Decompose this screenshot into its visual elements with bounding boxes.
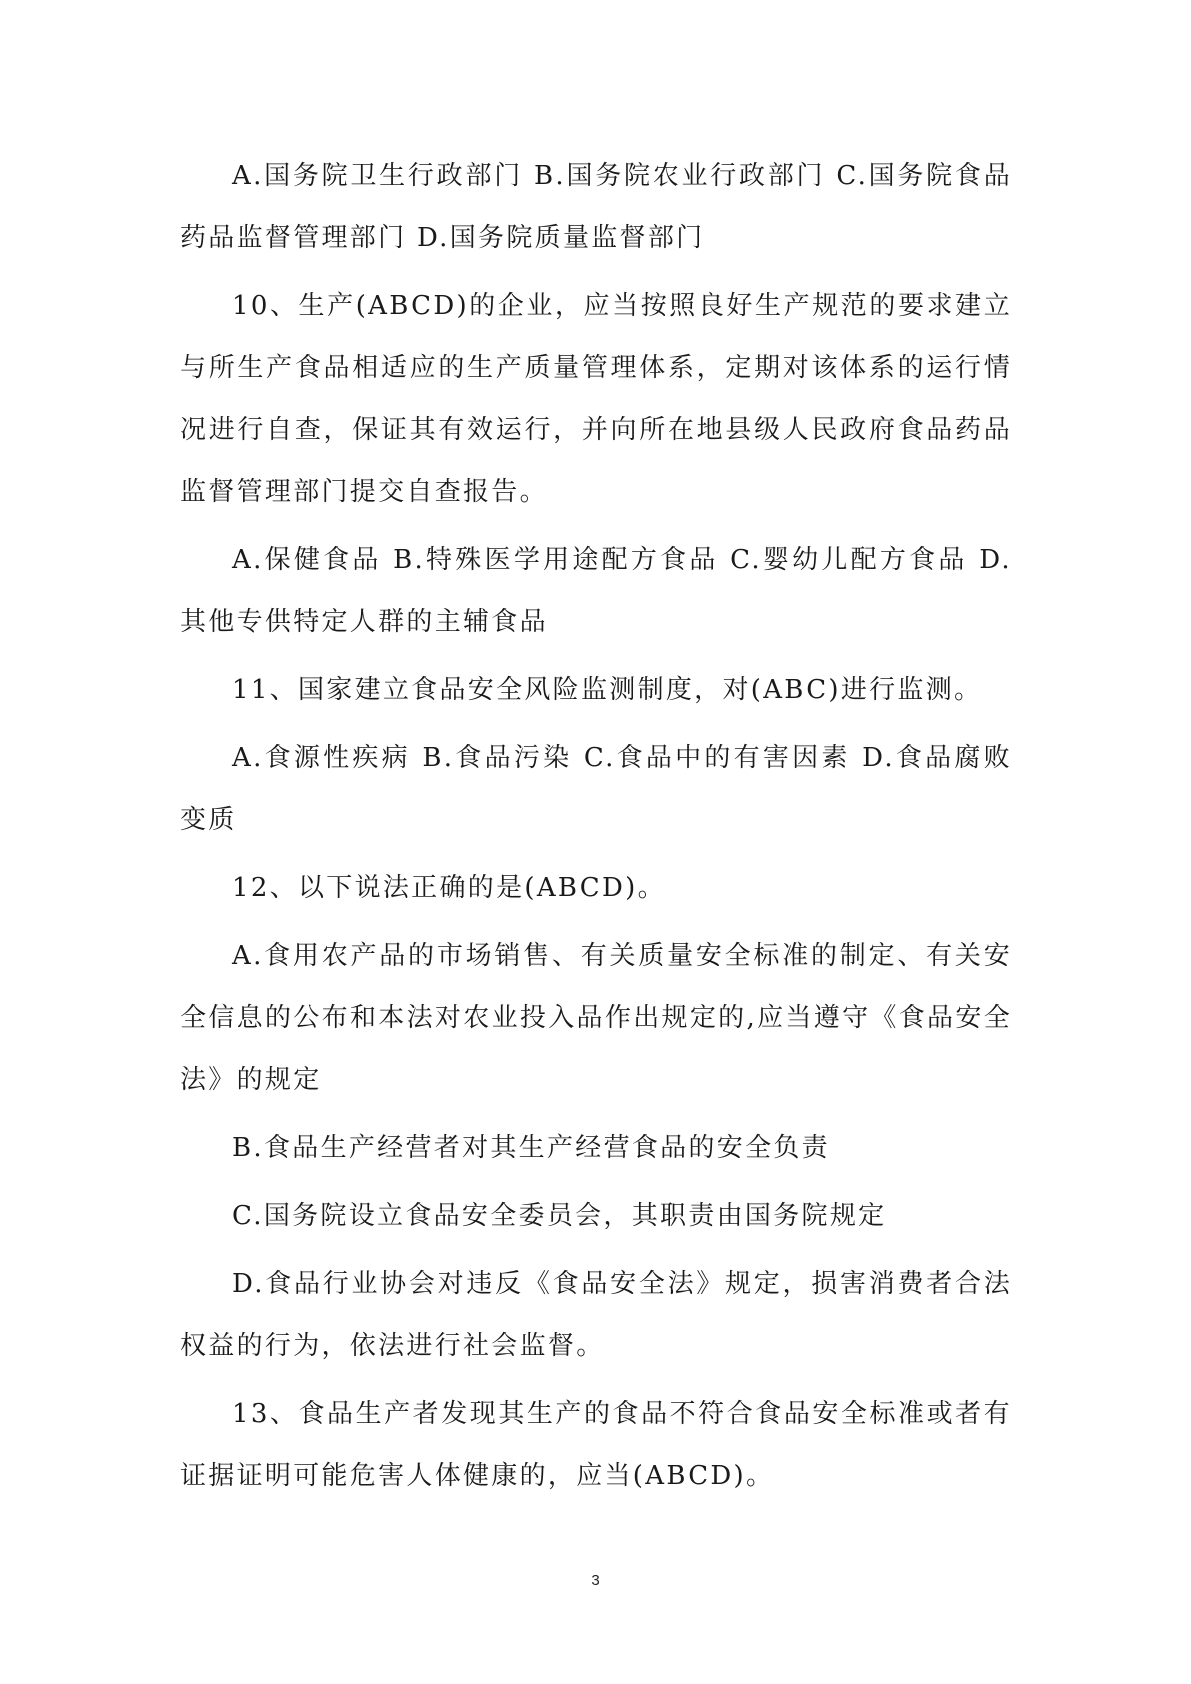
paragraph-question-13: 13、食品生产者发现其生产的食品不符合食品安全标准或者有证据证明可能危害人体健康的，应当(ABCD)。 [180,1399,1012,1491]
paragraph-question-12: 12、以下说法正确的是(ABCD)。 [232,873,666,903]
paragraph-option-12a: A.食用农产品的市场销售、有关质量安全标准的制定、有关安全信息的公布和本法对农业投入品作出规定的,应当遵守《食品安全法》的规定 [180,941,1012,1095]
paragraph-option-12d: D.食品行业协会对违反《食品安全法》规定，损害消费者合法权益的行为，依法进行社会监督。 [180,1269,1012,1361]
document-body [180,145,1012,1513]
paragraph-options-q10: A.保健食品 B.特殊医学用途配方食品 C.婴幼儿配方食品 D.其他专供特定人群的主辅食品 [180,545,1012,637]
paragraph-question-10: 10、生产(ABCD)的企业，应当按照良好生产规范的要求建立与所生产食品相适应的生产质量管理体系，定期对该体系的运行情况进行自查，保证其有效运行，并向所在地县级人民政府食品药品监督管理部门提交自查报告。 [180,291,1012,507]
page-number: 3 [591,1572,600,1589]
paragraph-option-12c: C.国务院设立食品安全委员会，其职责由国务院规定 [232,1201,887,1231]
paragraph-option-12b: B.食品生产经营者对其生产经营食品的安全负责 [232,1133,830,1163]
paragraph-options-q9: A.国务院卫生行政部门 B.国务院农业行政部门 C.国务院食品药品监督管理部门 D.国务院质量监督部门 [180,161,1012,253]
paragraph-options-q11: A.食源性疾病 B.食品污染 C.食品中的有害因素 D.食品腐败变质 [180,743,1012,835]
paragraph-question-11: 11、国家建立食品安全风险监测制度，对(ABC)进行监测。 [232,675,983,705]
